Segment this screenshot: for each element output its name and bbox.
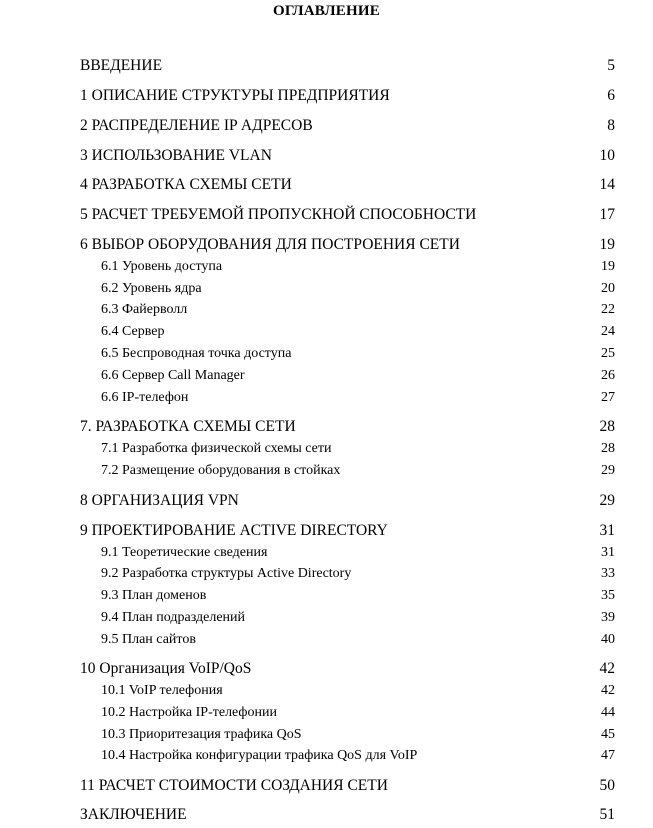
- toc-subentry[interactable]: [101, 441, 615, 457]
- toc-entry[interactable]: [80, 660, 615, 678]
- toc-entry-page: 22: [601, 302, 615, 317]
- toc-entry-page: 26: [601, 368, 615, 383]
- toc-entry-page: 40: [601, 632, 615, 647]
- toc-subentry[interactable]: [101, 281, 615, 297]
- toc-entry-page: 51: [599, 806, 615, 823]
- toc-entry-title: 3 ИСПОЛЬЗОВАНИЕ VLAN: [80, 147, 272, 164]
- toc-entry[interactable]: [80, 806, 615, 824]
- toc-entry-title: 10.2 Настройка IP-телефонии: [101, 705, 277, 720]
- toc-subentry[interactable]: [101, 566, 615, 582]
- toc-entry[interactable]: [80, 418, 615, 436]
- toc-entry-page: 19: [601, 259, 615, 274]
- toc-entry-title: 9.1 Теоретические сведения: [101, 545, 268, 560]
- toc-entry-page: 28: [601, 441, 615, 456]
- toc-entry-page: 17: [599, 206, 615, 223]
- toc-subentry[interactable]: [101, 368, 615, 384]
- toc-entry-page: 14: [599, 176, 615, 193]
- toc-entry-page: 45: [601, 727, 615, 742]
- toc-entry-title: 9.5 План сайтов: [101, 632, 196, 647]
- toc-entry[interactable]: [80, 236, 615, 254]
- toc-entry-page: 31: [601, 545, 615, 560]
- toc-entry-title: 5 РАСЧЕТ ТРЕБУЕМОЙ ПРОПУСКНОЙ СПОСОБНОСТИ: [80, 206, 477, 223]
- toc-entry-page: 6: [607, 87, 615, 104]
- toc-entry[interactable]: [80, 57, 615, 75]
- toc-entry-title: 1 ОПИСАНИЕ СТРУКТУРЫ ПРЕДПРИЯТИЯ: [80, 87, 390, 104]
- toc-entry-page: 29: [599, 492, 615, 509]
- toc-subentry[interactable]: [101, 545, 615, 561]
- toc-subentry[interactable]: [101, 346, 615, 362]
- toc-entry-title: 6 ВЫБОР ОБОРУДОВАНИЯ ДЛЯ ПОСТРОЕНИЯ СЕТИ: [80, 236, 460, 253]
- toc-entry-page: 27: [601, 390, 615, 405]
- toc-entry-title: 10.3 Приоритезация трафика QoS: [101, 727, 302, 742]
- toc-entry-title: 4 РАЗРАБОТКА СХЕМЫ СЕТИ: [80, 176, 292, 193]
- toc-entry-page: 24: [601, 324, 615, 339]
- toc-entry-title: 6.1 Уровень доступа: [101, 259, 223, 274]
- toc-subentry[interactable]: [101, 588, 615, 604]
- toc-entry[interactable]: [80, 777, 615, 795]
- toc-entry-title: 6.6 IP-телефон: [101, 390, 189, 405]
- toc-entry-title: 2 РАСПРЕДЕЛЕНИЕ IP АДРЕСОВ: [80, 117, 313, 134]
- toc-entry[interactable]: [80, 522, 615, 540]
- toc-entry-title: 9.2 Разработка структуры Active Directory: [101, 566, 352, 581]
- toc-entry-title: 10.4 Настройка конфигурации трафика QoS для VoIP: [101, 748, 418, 763]
- toc-entry-page: 10: [599, 147, 615, 164]
- toc-subentry[interactable]: [101, 302, 615, 318]
- toc-subentry[interactable]: [101, 390, 615, 406]
- toc-entry-page: 42: [599, 660, 615, 677]
- toc-subentry[interactable]: [101, 259, 615, 275]
- toc-entry-page: 8: [607, 117, 615, 134]
- toc-entry[interactable]: [80, 176, 615, 194]
- toc-entry-title: 6.3 Файерволл: [101, 302, 188, 317]
- toc-entry-page: 20: [601, 281, 615, 296]
- toc-entry-title: ЗАКЛЮЧЕНИЕ: [80, 806, 187, 823]
- toc-entry-title: 7.2 Размещение оборудования в стойках: [101, 463, 341, 478]
- toc-entry-page: 35: [601, 588, 615, 603]
- toc-entry-title: ВВЕДЕНИЕ: [80, 57, 163, 74]
- toc-entry[interactable]: [80, 117, 615, 135]
- toc-entry-title: 8 ОРГАНИЗАЦИЯ VPN: [80, 492, 239, 509]
- toc-entry-page: 47: [601, 748, 615, 763]
- toc-title: ОГЛАВЛЕНИЕ: [273, 3, 380, 19]
- toc-entry-title: 11 РАСЧЕТ СТОИМОСТИ СОЗДАНИЯ СЕТИ: [80, 777, 388, 794]
- toc-subentry[interactable]: [101, 705, 615, 721]
- toc-entry[interactable]: [80, 87, 615, 105]
- toc-entry-page: 44: [601, 705, 615, 720]
- toc-entry-title: 6.6 Сервер Call Manager: [101, 368, 245, 383]
- toc-entry-page: 42: [601, 683, 615, 698]
- toc-entry-title: 7.1 Разработка физической схемы сети: [101, 441, 332, 456]
- toc-subentry[interactable]: [101, 683, 615, 699]
- toc-entry[interactable]: [80, 147, 615, 165]
- toc-entry[interactable]: [80, 206, 615, 224]
- toc-entry-title: 6.5 Беспроводная точка доступа: [101, 346, 292, 361]
- toc-entry-title: 6.2 Уровень ядра: [101, 281, 202, 296]
- toc-entry-page: 29: [601, 463, 615, 478]
- toc-entry-page: 25: [601, 346, 615, 361]
- toc-entry-title: 9 ПРОЕКТИРОВАНИЕ ACTIVE DIRECTORY: [80, 522, 388, 539]
- toc-entry-page: 19: [599, 236, 615, 253]
- toc-entry-title: 10 Организация VoIP/QoS: [80, 660, 252, 677]
- toc-entry-page: 33: [601, 566, 615, 581]
- toc-entry-page: 31: [599, 522, 615, 539]
- toc-subentry[interactable]: [101, 324, 615, 340]
- toc-entry-title: 6.4 Сервер: [101, 324, 165, 339]
- toc-subentry[interactable]: [101, 463, 615, 479]
- toc-entry[interactable]: [80, 492, 615, 510]
- toc-entry-title: 9.4 План подразделений: [101, 610, 246, 625]
- toc-entry-page: 28: [599, 418, 615, 435]
- toc-entry-page: 50: [599, 777, 615, 794]
- toc-entry-title: 9.3 План доменов: [101, 588, 207, 603]
- toc-entry-title: 7. РАЗРАБОТКА СХЕМЫ СЕТИ: [80, 418, 296, 435]
- toc-entry-title: 10.1 VoIP телефония: [101, 683, 223, 698]
- toc-subentry[interactable]: [101, 632, 615, 648]
- toc-subentry[interactable]: [101, 748, 615, 764]
- toc-entry-page: 5: [607, 57, 615, 74]
- toc-subentry[interactable]: [101, 610, 615, 626]
- toc-entry-page: 39: [601, 610, 615, 625]
- toc-subentry[interactable]: [101, 727, 615, 743]
